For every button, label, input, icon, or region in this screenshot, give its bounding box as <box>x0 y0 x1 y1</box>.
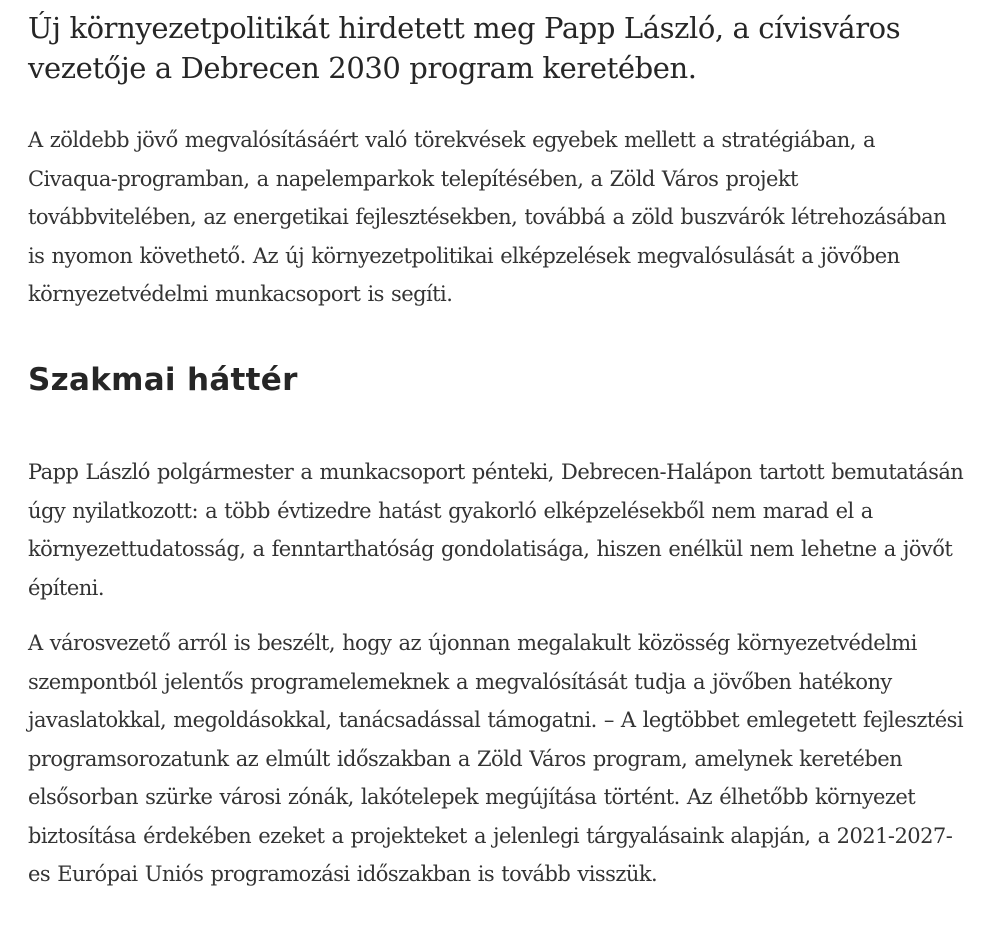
article-paragraph-3: A városvezető arról is beszélt, hogy az újonnan megalakult közösség környezetvédelmi szempontból jelentős programelemeknek a megvalósítását tudja a jövőben hatékony javaslatokkal, megoldásokkal, tanácsadással támogatni. – A legtöbbet emlegetett fejlesztési programsorozatunk az elmúlt időszakban a Zöld Város program, amelynek keretében elsősorban szürke városi zónák, lakótelepek megújítása történt. Az élhetőbb környezet biztosítása érdekében ezeket a projekteket a jelenlegi tárgyalásaink alapján, a 2021-2027-es Európai Uniós programozási időszakban is tovább visszük. <box>28 631 964 886</box>
section-heading: Szakmai háttér <box>28 362 298 398</box>
article-lead: Új környezetpolitikát hirdetett meg Papp László, a cívisváros vezetője a Debrecen 2030 program keretében. <box>28 11 901 85</box>
article-paragraph-1: A zöldebb jövő megvalósításáért való törekvések egyebek mellett a stratégiában, a Civaqua-programban, a napelemparkok telepítésében, a Zöld Város projekt továbbvitelében, az energetikai fejlesztésekben, továbbá a zöld buszvárók létrehozásában is nyomon követhető. Az új környezetpolitikai elképzelések megvalósulását a jövőben környezetvédelmi munkacsoport is segíti. <box>28 128 947 306</box>
article-paragraph-2: Papp László polgármester a munkacsoport pénteki, Debrecen-Halápon tartott bemutatásán úgy nyilatkozott: a több évtizedre hatást gyakorló elképzelésekből nem marad el a környezettudatosság, a fenntarthatóság gondolatisága, hiszen enélkül nem lehetne a jövőt építeni. <box>28 460 964 600</box>
